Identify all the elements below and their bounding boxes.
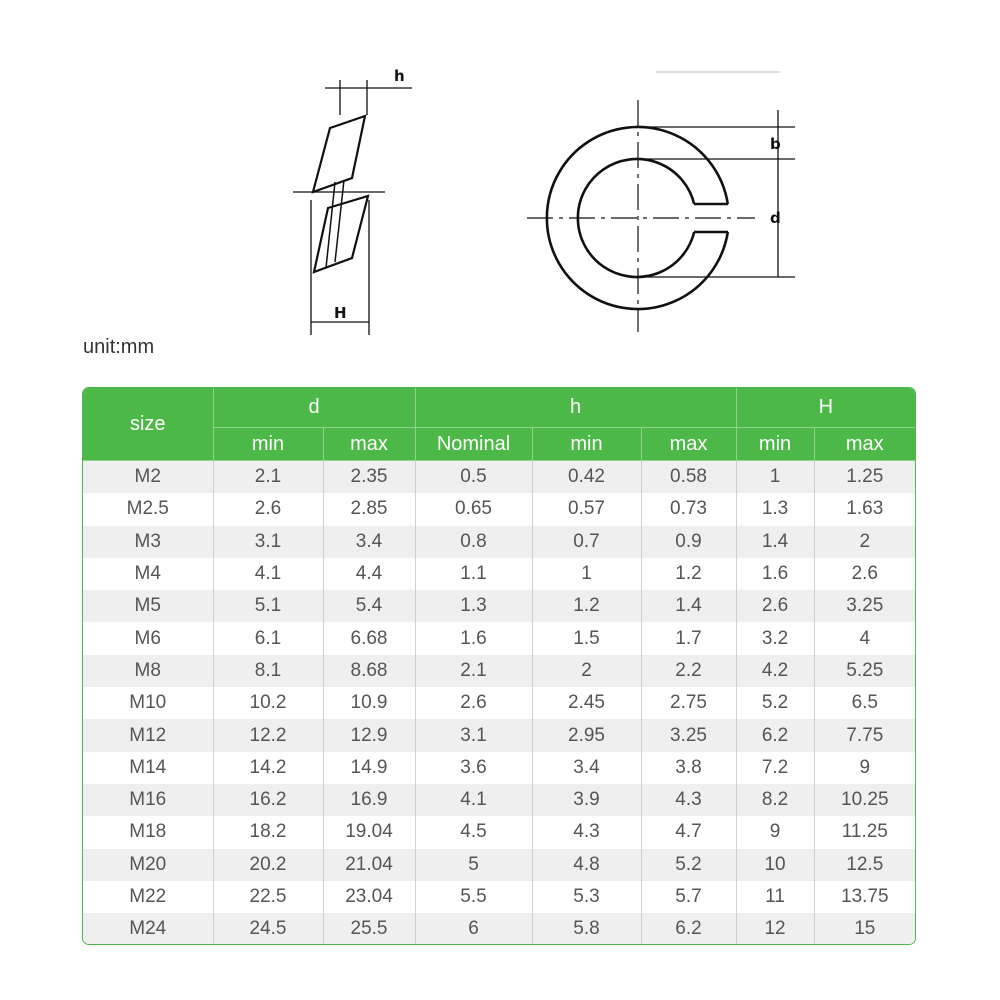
cell-h-nominal: 1.3 [415, 590, 532, 622]
table-row [83, 913, 915, 945]
cell-d-min: 10.2 [213, 687, 323, 719]
cell-d-min: 2.1 [213, 461, 323, 494]
cell-h-max: 3.25 [641, 719, 736, 751]
cell-h-min: 0.42 [532, 461, 641, 494]
cell-d-max: 10.9 [323, 687, 415, 719]
cell-d-max: 16.9 [323, 784, 415, 816]
cell-d-max: 23.04 [323, 881, 415, 913]
cell-h-nominal: 4.1 [415, 784, 532, 816]
cell-h-max: 0.73 [641, 493, 736, 525]
cell-size: M22 [83, 881, 213, 913]
cell-H-max: 1.63 [814, 493, 915, 525]
cell-d-min: 16.2 [213, 784, 323, 816]
cell-h-min: 2.45 [532, 687, 641, 719]
cell-h-nominal: 1.1 [415, 558, 532, 590]
table-row [83, 784, 915, 816]
cell-d-min: 2.6 [213, 493, 323, 525]
table-row [83, 752, 915, 784]
cell-h-nominal: 2.1 [415, 655, 532, 687]
table-row [83, 493, 915, 525]
cell-size: M16 [83, 784, 213, 816]
cell-d-max: 21.04 [323, 849, 415, 881]
cell-d-max: 12.9 [323, 719, 415, 751]
cell-H-min: 3.2 [736, 622, 814, 654]
table-row [83, 816, 915, 848]
cell-d-max: 2.35 [323, 461, 415, 494]
cell-size: M24 [83, 913, 213, 945]
cell-h-min: 3.4 [532, 752, 641, 784]
cell-H-max: 10.25 [814, 784, 915, 816]
cell-h-min: 0.7 [532, 526, 641, 558]
table-row [83, 655, 915, 687]
cell-size: M3 [83, 526, 213, 558]
cell-d-max: 14.9 [323, 752, 415, 784]
cell-d-max: 3.4 [323, 526, 415, 558]
cell-h-min: 1.5 [532, 622, 641, 654]
cell-H-max: 5.25 [814, 655, 915, 687]
cell-size: M8 [83, 655, 213, 687]
cell-size: M20 [83, 849, 213, 881]
cell-H-max: 7.75 [814, 719, 915, 751]
side-view-drawing [293, 80, 412, 335]
cell-H-min: 12 [736, 913, 814, 945]
header-group-H: H [736, 388, 915, 428]
header-d-min: min [213, 428, 323, 461]
cell-h-max: 1.4 [641, 590, 736, 622]
cell-H-max: 9 [814, 752, 915, 784]
header-group-d: d [213, 388, 415, 428]
cell-H-max: 2.6 [814, 558, 915, 590]
cell-size: M14 [83, 752, 213, 784]
cell-h-nominal: 5.5 [415, 881, 532, 913]
cell-h-min: 5.8 [532, 913, 641, 945]
cell-d-min: 22.5 [213, 881, 323, 913]
cell-d-max: 19.04 [323, 816, 415, 848]
cell-H-min: 1.3 [736, 493, 814, 525]
table-row [83, 849, 915, 881]
cell-d-max: 6.68 [323, 622, 415, 654]
table-row [83, 881, 915, 913]
cell-h-nominal: 2.6 [415, 687, 532, 719]
cell-d-min: 24.5 [213, 913, 323, 945]
cell-d-min: 14.2 [213, 752, 323, 784]
cell-h-min: 1.2 [532, 590, 641, 622]
cell-H-max: 12.5 [814, 849, 915, 881]
cell-h-min: 0.57 [532, 493, 641, 525]
cell-d-max: 2.85 [323, 493, 415, 525]
cell-h-max: 4.3 [641, 784, 736, 816]
table-row [83, 590, 915, 622]
cell-size: M12 [83, 719, 213, 751]
cell-d-max: 5.4 [323, 590, 415, 622]
cell-H-min: 1 [736, 461, 814, 494]
spec-table [82, 387, 916, 945]
washer-diagram [0, 0, 1000, 360]
table-row [83, 687, 915, 719]
cell-H-min: 1.4 [736, 526, 814, 558]
table-row [83, 526, 915, 558]
header-H-min: min [736, 428, 814, 461]
cell-d-min: 6.1 [213, 622, 323, 654]
cell-d-min: 18.2 [213, 816, 323, 848]
cell-size: M5 [83, 590, 213, 622]
header-h-min: min [532, 428, 641, 461]
cell-d-min: 12.2 [213, 719, 323, 751]
cell-h-max: 3.8 [641, 752, 736, 784]
cell-H-max: 11.25 [814, 816, 915, 848]
table-row [83, 719, 915, 751]
cell-h-min: 3.9 [532, 784, 641, 816]
cell-h-max: 2.2 [641, 655, 736, 687]
cell-H-min: 6.2 [736, 719, 814, 751]
cell-H-min: 8.2 [736, 784, 814, 816]
cell-h-nominal: 3.6 [415, 752, 532, 784]
cell-h-max: 0.9 [641, 526, 736, 558]
cell-h-nominal: 0.8 [415, 526, 532, 558]
cell-H-max: 4 [814, 622, 915, 654]
header-group-h: h [415, 388, 736, 428]
unit-label: unit:mm [83, 336, 155, 358]
cell-H-max: 3.25 [814, 590, 915, 622]
cell-h-nominal: 3.1 [415, 719, 532, 751]
cell-H-min: 9 [736, 816, 814, 848]
cell-h-min: 4.3 [532, 816, 641, 848]
table-row [83, 558, 915, 590]
cell-h-max: 5.7 [641, 881, 736, 913]
cell-h-min: 4.8 [532, 849, 641, 881]
cell-h-max: 2.75 [641, 687, 736, 719]
cell-h-min: 1 [532, 558, 641, 590]
cell-H-max: 15 [814, 913, 915, 945]
cell-H-min: 7.2 [736, 752, 814, 784]
cell-size: M4 [83, 558, 213, 590]
header-d-max: max [323, 428, 415, 461]
header-h-nominal: Nominal [415, 428, 532, 461]
cell-d-min: 5.1 [213, 590, 323, 622]
cell-d-min: 8.1 [213, 655, 323, 687]
cell-size: M6 [83, 622, 213, 654]
cell-h-max: 0.58 [641, 461, 736, 494]
label-d: d [770, 209, 781, 227]
cell-h-max: 5.2 [641, 849, 736, 881]
label-h: h [394, 67, 405, 85]
cell-H-max: 2 [814, 526, 915, 558]
cell-size: M18 [83, 816, 213, 848]
cell-d-max: 25.5 [323, 913, 415, 945]
cell-d-max: 8.68 [323, 655, 415, 687]
cell-size: M10 [83, 687, 213, 719]
label-b: b [770, 135, 781, 153]
cell-h-max: 6.2 [641, 913, 736, 945]
cell-d-max: 4.4 [323, 558, 415, 590]
front-view-drawing [527, 72, 795, 332]
cell-H-min: 5.2 [736, 687, 814, 719]
cell-H-min: 4.2 [736, 655, 814, 687]
cell-h-nominal: 5 [415, 849, 532, 881]
cell-h-min: 2.95 [532, 719, 641, 751]
cell-h-nominal: 1.6 [415, 622, 532, 654]
cell-d-min: 3.1 [213, 526, 323, 558]
cell-h-nominal: 6 [415, 913, 532, 945]
header-h-max: max [641, 428, 736, 461]
cell-H-min: 11 [736, 881, 814, 913]
table-row [83, 461, 915, 494]
cell-h-max: 4.7 [641, 816, 736, 848]
cell-H-min: 2.6 [736, 590, 814, 622]
cell-h-nominal: 4.5 [415, 816, 532, 848]
cell-h-max: 1.7 [641, 622, 736, 654]
label-H: H [334, 304, 347, 322]
cell-H-min: 10 [736, 849, 814, 881]
cell-h-max: 1.2 [641, 558, 736, 590]
table-row [83, 622, 915, 654]
cell-h-min: 5.3 [532, 881, 641, 913]
cell-d-min: 4.1 [213, 558, 323, 590]
cell-size: M2 [83, 461, 213, 494]
cell-h-nominal: 0.5 [415, 461, 532, 494]
cell-h-nominal: 0.65 [415, 493, 532, 525]
cell-h-min: 2 [532, 655, 641, 687]
header-H-max: max [814, 428, 915, 461]
cell-H-max: 6.5 [814, 687, 915, 719]
cell-size: M2.5 [83, 493, 213, 525]
cell-H-min: 1.6 [736, 558, 814, 590]
cell-H-max: 1.25 [814, 461, 915, 494]
header-size: size [83, 388, 213, 461]
table-body [83, 461, 915, 946]
cell-d-min: 20.2 [213, 849, 323, 881]
cell-H-max: 13.75 [814, 881, 915, 913]
